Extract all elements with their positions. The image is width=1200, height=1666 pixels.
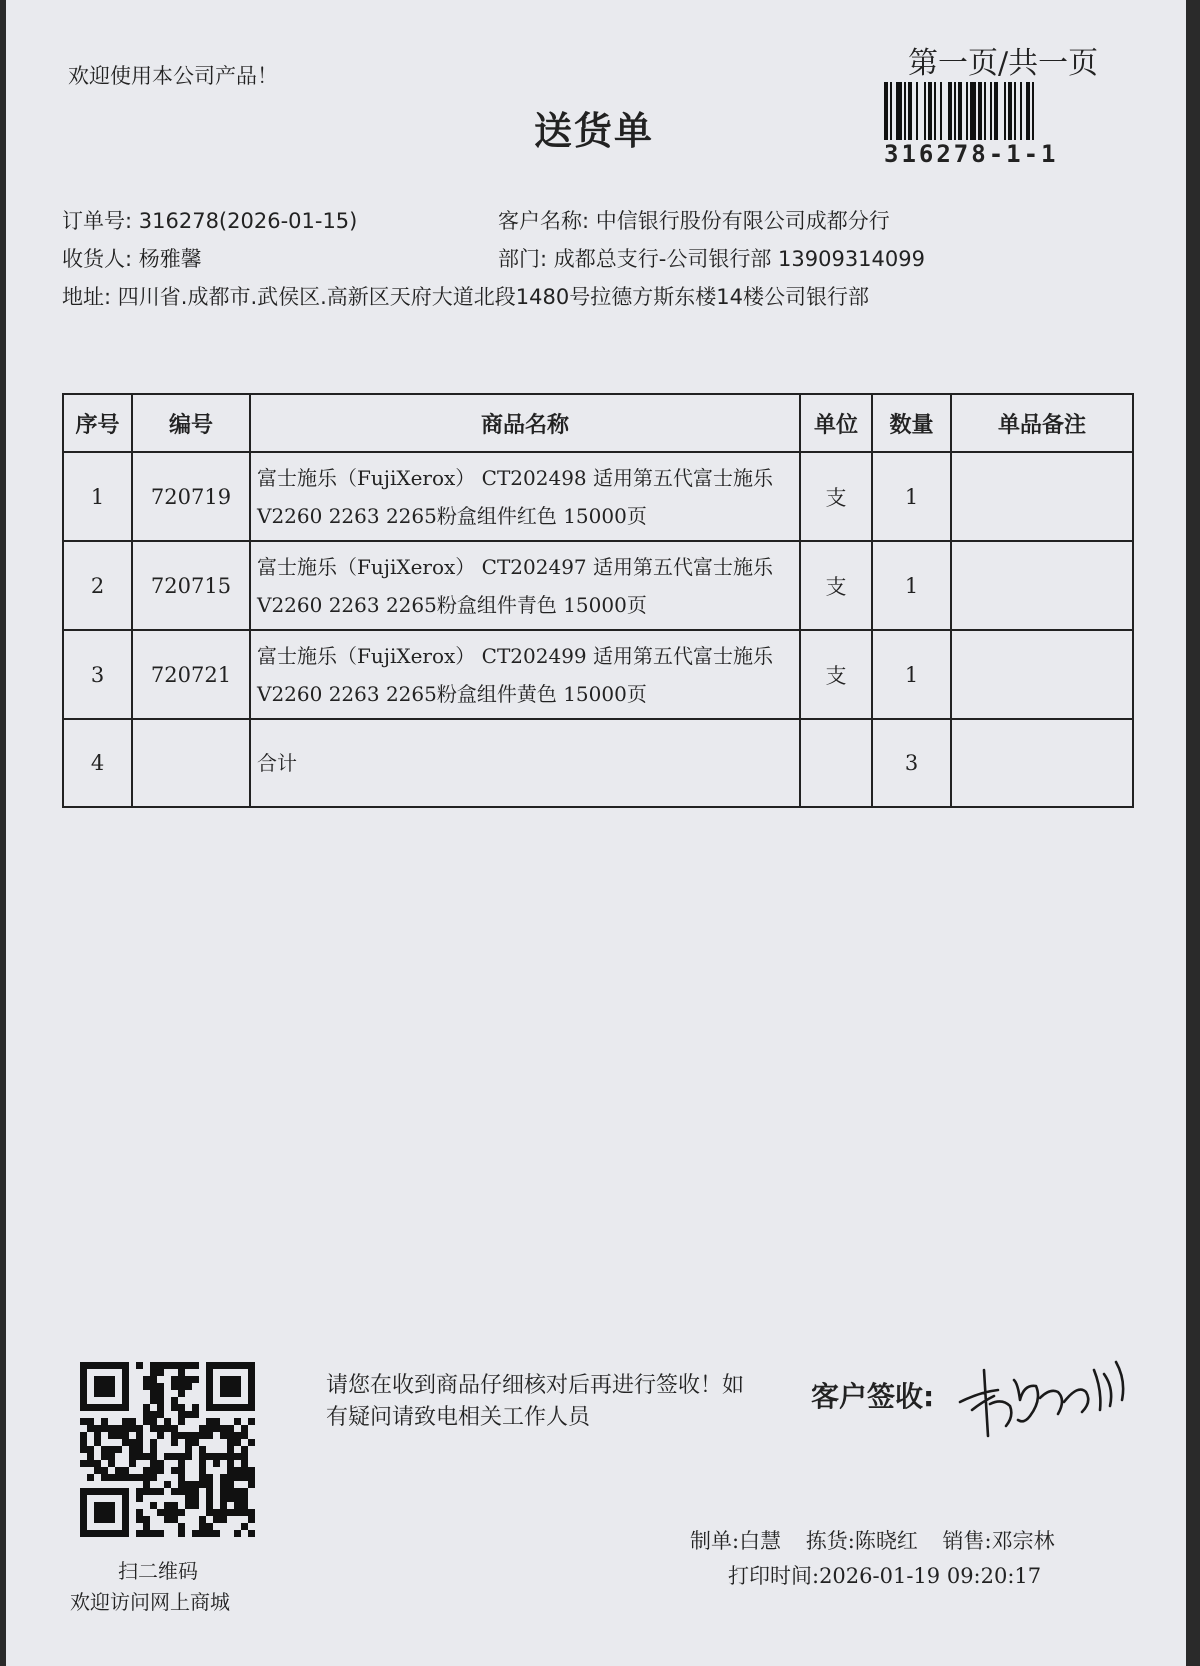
order-number bbox=[62, 205, 357, 235]
col-header-code: 编号 bbox=[132, 394, 250, 452]
cell-unit: 支 bbox=[800, 541, 872, 630]
col-header-unit: 单位 bbox=[800, 394, 872, 452]
receiver-value: 杨雅馨 bbox=[138, 247, 202, 271]
cell-product-name bbox=[250, 541, 800, 630]
cell-code: 720715 bbox=[132, 541, 250, 630]
qr-caption-mall: 欢迎访问网上商城 bbox=[70, 1590, 230, 1614]
cell-code: 720721 bbox=[132, 630, 250, 719]
customer-name-label: 客户名称: bbox=[498, 209, 590, 233]
staff-info bbox=[690, 1525, 1073, 1555]
cell-seq: 2 bbox=[63, 541, 132, 630]
welcome-text: 欢迎使用本公司产品！ bbox=[68, 64, 278, 88]
col-header-remark: 单品备注 bbox=[951, 394, 1133, 452]
cell-unit: 支 bbox=[800, 452, 872, 541]
total-remark bbox=[951, 719, 1133, 807]
sign-instruction-note: 请您在收到商品仔细核对后再进行签收！如有疑问请致电相关工作人员 bbox=[326, 1373, 745, 1430]
table-row bbox=[63, 630, 1133, 719]
col-header-seq: 序号 bbox=[63, 394, 132, 452]
product-name-line2: V2260 2263 2265粉盒组件黄色 15000页 bbox=[257, 681, 647, 706]
product-name-line2: V2260 2263 2265粉盒组件青色 15000页 bbox=[257, 592, 647, 617]
picker: 拣货:陈晓红 bbox=[805, 1529, 918, 1553]
cell-product-name bbox=[250, 452, 800, 541]
department-label: 部门: bbox=[498, 247, 548, 271]
cell-remark bbox=[951, 541, 1133, 630]
qr-caption-scan: 扫二维码 bbox=[118, 1559, 198, 1583]
sales: 销售:邓宗林 bbox=[942, 1529, 1055, 1553]
product-name-line1: 富士施乐（FujiXerox） CT202498 适用第五代富士施乐 bbox=[257, 465, 774, 490]
product-name-line1: 富士施乐（FujiXerox） CT202497 适用第五代富士施乐 bbox=[257, 554, 774, 579]
qr-code bbox=[80, 1362, 256, 1538]
handwritten-signature bbox=[954, 1340, 1134, 1440]
address-label: 地址: bbox=[62, 285, 112, 309]
customer-name-value: 中信银行股份有限公司成都分行 bbox=[595, 209, 890, 233]
total-unit bbox=[800, 719, 872, 807]
maker: 制单:白慧 bbox=[690, 1529, 782, 1553]
cell-quantity: 1 bbox=[872, 541, 951, 630]
cell-product-name bbox=[250, 630, 800, 719]
address bbox=[62, 281, 869, 311]
cell-code: 720719 bbox=[132, 452, 250, 541]
address-value: 四川省.成都市.武侯区.高新区天府大道北段1480号拉德方斯东楼14楼公司银行部 bbox=[117, 285, 869, 309]
total-quantity: 3 bbox=[872, 719, 951, 807]
product-name-line2: V2260 2263 2265粉盒组件红色 15000页 bbox=[257, 503, 647, 528]
cell-quantity: 1 bbox=[872, 452, 951, 541]
table-header-row bbox=[63, 394, 1133, 452]
receiver-label: 收货人: bbox=[62, 247, 133, 271]
col-header-quantity: 数量 bbox=[872, 394, 951, 452]
cell-quantity: 1 bbox=[872, 630, 951, 719]
items-table bbox=[62, 393, 1134, 808]
delivery-note-paper bbox=[6, 0, 1186, 1666]
cell-remark bbox=[951, 452, 1133, 541]
print-time: 打印时间:2026-01-19 09:20:17 bbox=[728, 1564, 1042, 1588]
barcode-number: 316278-1-1 bbox=[884, 140, 1059, 168]
document-title: 送货单 bbox=[534, 109, 655, 153]
order-number-label: 订单号: bbox=[62, 209, 133, 233]
total-row bbox=[63, 719, 1133, 807]
table-row bbox=[63, 541, 1133, 630]
barcode bbox=[884, 82, 1102, 140]
cell-seq: 3 bbox=[63, 630, 132, 719]
department bbox=[498, 243, 925, 273]
cell-remark bbox=[951, 630, 1133, 719]
total-label: 合计 bbox=[250, 719, 800, 807]
cell-unit: 支 bbox=[800, 630, 872, 719]
product-name-line1: 富士施乐（FujiXerox） CT202499 适用第五代富士施乐 bbox=[257, 643, 774, 668]
cell-seq: 1 bbox=[63, 452, 132, 541]
page-info: 第一页/共一页 bbox=[908, 46, 1099, 81]
customer-name bbox=[498, 205, 890, 235]
customer-sign-label: 客户签收: bbox=[811, 1380, 935, 1413]
col-header-product-name: 商品名称 bbox=[250, 394, 800, 452]
department-value: 成都总支行-公司银行部 13909314099 bbox=[553, 247, 925, 271]
total-seq: 4 bbox=[63, 719, 132, 807]
order-number-value: 316278(2026-01-15) bbox=[138, 209, 358, 233]
receiver bbox=[62, 243, 202, 273]
total-code bbox=[132, 719, 250, 807]
table-row bbox=[63, 452, 1133, 541]
